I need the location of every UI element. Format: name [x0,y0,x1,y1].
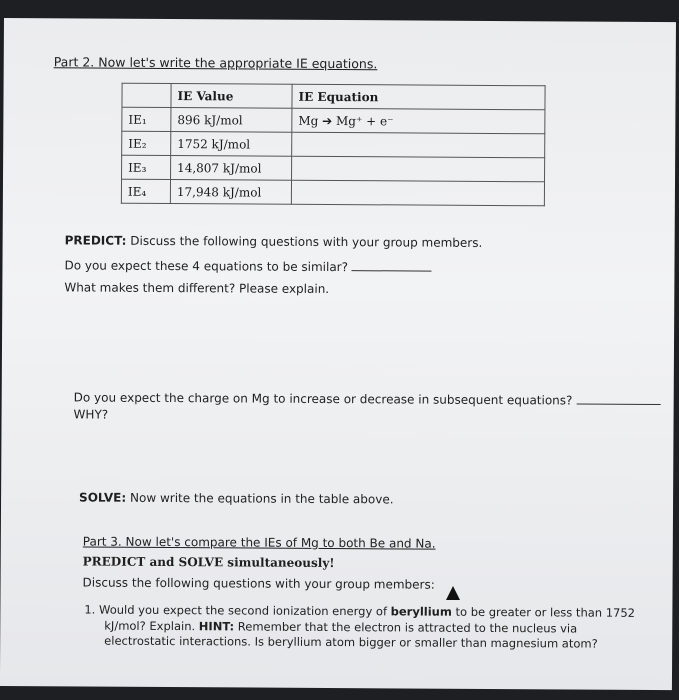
row-equation[interactable]: Mg ➔ Mg⁺ + e⁻ [292,108,545,134]
question-text: kJ/mol? Explain. [104,618,196,634]
row-equation[interactable] [291,180,544,206]
charge-question-line [74,390,661,408]
question-text-cont: to be greater or less than 1752 [455,604,636,620]
question-1 [84,603,635,620]
solve-line [79,490,394,506]
hint-label: HINT: [198,619,235,634]
charge-question: Do you expect the charge on Mg to increase or decrease in subsequent equations? [73,390,573,408]
row-value: 14,807 kJ/mol [171,156,292,181]
header-ie-value: IE Value [171,84,292,109]
question-1-line2 [104,619,577,636]
predict-text: Discuss the following questions with your group members. [130,233,483,250]
header-label [122,83,171,107]
row-value: 1752 kJ/mol [171,132,292,157]
answer-blank[interactable] [576,404,660,406]
question-1-line3: electrostatic interactions. Is beryllium atom bigger or smaller than magnesium atom? [104,633,598,651]
row-label: IE₃ [122,155,171,179]
row-label: IE₂ [122,131,171,155]
row-value: 896 kJ/mol [171,108,292,133]
row-label: IE₄ [121,179,170,203]
predict-q1-text: Do you expect these 4 equations to be similar? [64,258,349,275]
row-equation[interactable] [292,132,545,158]
predict-q1 [64,258,431,274]
table-header-row [122,83,545,110]
worksheet-page [0,18,676,690]
row-equation[interactable] [292,156,545,182]
row-label: IE₁ [122,107,171,131]
predict-line [65,233,483,250]
hint-text: Remember that the electron is attracted to the nucleus via [237,619,578,636]
part3-subheading: PREDICT and SOLVE simultaneously! [82,554,335,571]
charge-why: WHY? [73,407,109,422]
part3-instruction: Discuss the following questions with your group members: [82,575,435,592]
table-row [122,155,545,182]
row-value: 17,948 kJ/mol [170,180,291,205]
question-number: 1. [84,602,96,617]
part2-heading: Part 2. Now let's write the appropriate IE equations. [53,54,378,72]
answer-blank[interactable] [352,270,432,271]
question-text: Would you expect the second ionization energy of [98,602,388,619]
table-row [122,107,545,134]
mouse-cursor-icon [446,586,460,600]
header-ie-equation: IE Equation [292,84,545,110]
question-bold-term: beryllium [390,604,452,619]
solve-text: Now write the equations in the table above. [129,490,394,507]
table-row [122,131,545,158]
part3-heading: Part 3. Now let's compare the IEs of Mg to both Be and Na. [82,534,436,551]
predict-q2: What makes them different? Please explain. [64,280,330,296]
table-row [121,179,544,206]
solve-label: SOLVE: [79,490,127,505]
ie-table [121,83,546,207]
predict-label: PREDICT: [64,233,127,248]
